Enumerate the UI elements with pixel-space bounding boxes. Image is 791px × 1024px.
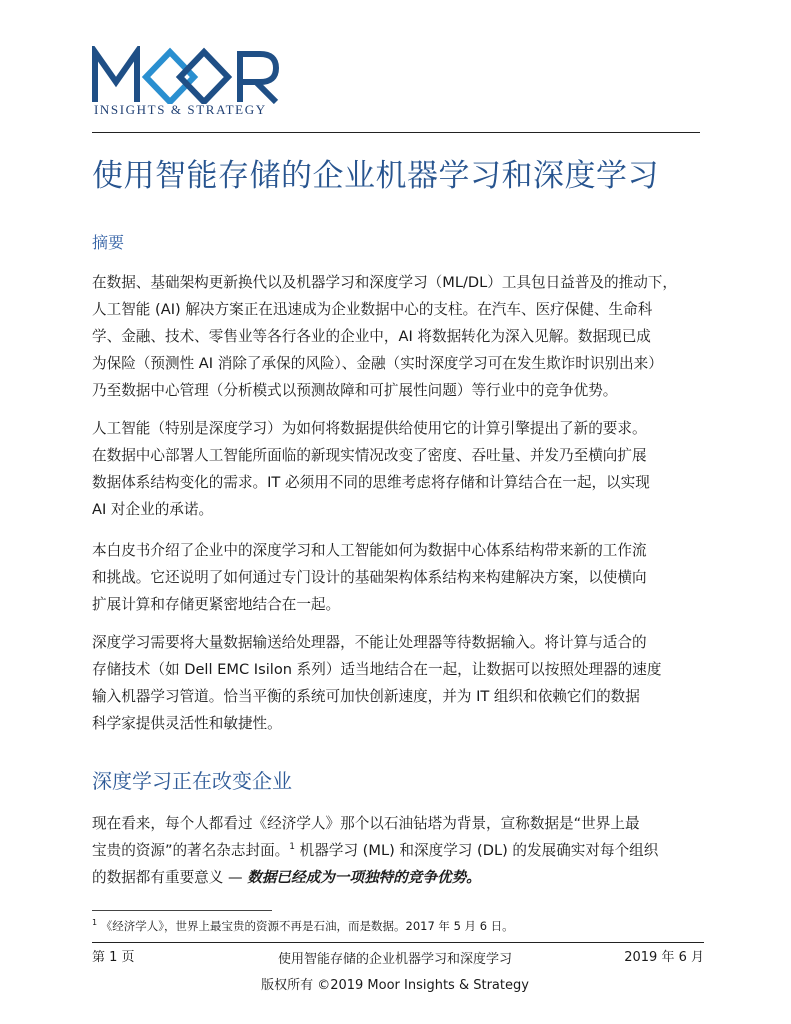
text-segment: 机器学习 (ML) 和深度学习 (DL) 的发展确实对每个组织 bbox=[299, 842, 659, 859]
text-line: 本白皮书介绍了企业中的深度学习和人工智能如何为数据中心体系结构带来新的工作流 bbox=[92, 542, 647, 559]
footer-title: 使用智能存储的企业机器学习和深度学习 bbox=[277, 952, 512, 967]
summary-paragraph-1 bbox=[92, 269, 704, 404]
section-heading-deep-learning: 深度学习正在改变企业 bbox=[92, 769, 292, 793]
text-line: 在数据、基础架构更新换代以及机器学习和深度学习（ML/DL）工具包日益普及的推动下， bbox=[92, 274, 677, 291]
text-line: 扩展计算和存储更紧密地结合在一起。 bbox=[92, 596, 341, 613]
text-line: 科学家提供灵活性和敏捷性。 bbox=[92, 715, 282, 732]
summary-paragraph-3 bbox=[92, 537, 704, 618]
document-title: 使用智能存储的企业机器学习和深度学习 bbox=[92, 158, 659, 194]
text-line: 现在看来，每个人都看过《经济学人》那个以石油钻塔为背景，宣称数据是“世界上最 bbox=[92, 815, 640, 832]
text-line: 在数据中心部署人工智能所面临的新现实情况改变了密度、吞吐量、并发乃至横向扩展 bbox=[92, 447, 647, 464]
footnote-text: 《经济学人》，世界上最宝贵的资源不再是石油，而是数据。2017 年 5 月 6 日。 bbox=[100, 919, 514, 933]
emphasized-statement: 数据已经成为一项独特的竞争优势。 bbox=[247, 869, 481, 886]
text-line: 乃至数据中心管理（分析模式以预测故障和可扩展性问题）等行业中的竞争优势。 bbox=[92, 382, 618, 399]
footer-copyright: 版权所有 ©2019 Moor Insights & Strategy bbox=[261, 978, 529, 993]
footer-date: 2019 年 6 月 bbox=[624, 950, 704, 965]
text-segment: 的数据都有重要意义 — bbox=[92, 869, 248, 886]
logo-subtitle: INSIGHTS & STRATEGY bbox=[94, 102, 267, 117]
footnote bbox=[92, 918, 514, 934]
text-line: 数据体系结构变化的需求。IT 必须用不同的思维考虑将存储和计算结合在一起，以实现 bbox=[92, 474, 650, 491]
text-segment: 宝贵的资源”的著名杂志封面。 bbox=[92, 842, 290, 859]
text-line: AI 对企业的承诺。 bbox=[92, 501, 214, 518]
text-line bbox=[92, 837, 704, 864]
summary-heading: 摘要 bbox=[92, 233, 125, 252]
company-logo bbox=[92, 46, 282, 126]
footnote-marker: 1 bbox=[92, 918, 98, 928]
footnote-divider bbox=[92, 910, 272, 911]
logo-brand-text: MOOR bbox=[92, 46, 96, 47]
text-line: 人工智能 (AI) 解决方案正在迅速成为企业数据中心的支柱。在汽车、医疗保健、生命科 bbox=[92, 301, 653, 318]
section2-paragraph bbox=[92, 810, 704, 891]
text-line: 存储技术（如 Dell EMC Isilon 系列）适当地结合在一起，让数据可以按照处理器的速度 bbox=[92, 661, 662, 678]
summary-paragraph-4 bbox=[92, 629, 704, 737]
text-line: 输入机器学习管道。恰当平衡的系统可加快创新速度，并为 IT 组织和依赖它们的数据 bbox=[92, 688, 640, 705]
text-line: 学、金融、技术、零售业等各行各业的企业中，AI 将数据转化为深入见解。数据现已成 bbox=[92, 328, 651, 345]
text-line: 为保险（预测性 AI 消除了承保的风险）、金融（实时深度学习可在发生欺诈时识别出来） bbox=[92, 355, 663, 372]
footer-divider bbox=[92, 942, 704, 943]
moor-logo-mark bbox=[92, 46, 282, 104]
text-line: 人工智能（特别是深度学习）为如何将数据提供给使用它的计算引擎提出了新的要求。 bbox=[92, 420, 647, 437]
summary-paragraph-2 bbox=[92, 415, 704, 523]
page-number: 第 1 页 bbox=[92, 950, 135, 965]
text-line bbox=[92, 864, 704, 891]
header-divider bbox=[92, 132, 700, 133]
text-line: 和挑战。它还说明了如何通过专门设计的基础架构体系结构来构建解决方案，以使横向 bbox=[92, 569, 647, 586]
footnote-reference[interactable]: 1 bbox=[289, 842, 296, 853]
text-line: 深度学习需要将大量数据输送给处理器，不能让处理器等待数据输入。将计算与适合的 bbox=[92, 634, 647, 651]
